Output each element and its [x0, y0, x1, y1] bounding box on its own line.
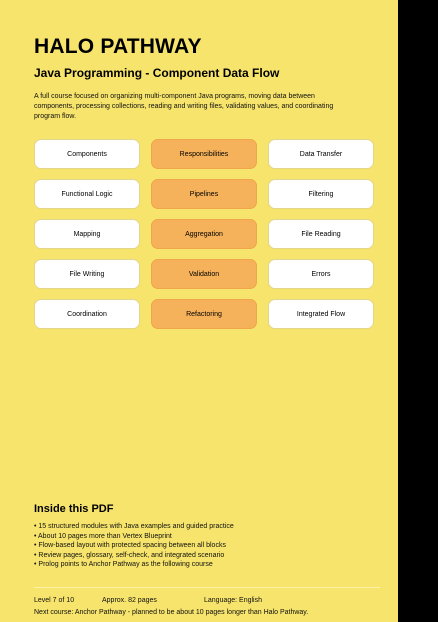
topic-tile: Responsibilities — [151, 139, 257, 169]
inside-pdf-list — [34, 522, 374, 570]
right-edge-bar — [398, 0, 438, 622]
page-title: HALO PATHWAY — [34, 35, 202, 58]
topic-tile: Refactoring — [151, 299, 257, 329]
language-text: Language: English — [204, 597, 262, 604]
next-course-text: Next course: Anchor Pathway - planned to be about 10 pages longer than Halo Pathway. — [34, 609, 309, 616]
level-text: Level 7 of 10 — [34, 597, 75, 604]
topic-tile: Pipelines — [151, 179, 257, 209]
list-item: • Review pages, glossary, self-check, and integrated scenario — [34, 551, 225, 559]
topic-tile: Validation — [151, 259, 257, 289]
intro-paragraph: A full course focused on organizing multi-component Java programs, moving data between components, processing collections, reading and writing files, validating values, and coordinating program flow. — [34, 93, 334, 120]
list-item: • About 10 pages more than Vertex Blueprint — [34, 532, 172, 540]
inside-pdf-heading: Inside this PDF — [34, 503, 114, 515]
topic-tile: Filtering — [268, 179, 374, 209]
list-item: • 15 structured modules with Java examples and guided practice — [34, 523, 234, 530]
topic-tile: Errors — [268, 259, 374, 289]
page-subtitle: Java Programming - Component Data Flow — [34, 66, 280, 80]
footer-divider — [34, 587, 380, 588]
topic-tile: Functional Logic — [34, 179, 140, 209]
topic-tile: Components — [34, 139, 140, 169]
topic-grid — [34, 139, 374, 329]
topic-tile: Integrated Flow — [268, 299, 374, 329]
list-item: • Flow-based layout with protected spacing between all blocks — [34, 542, 226, 550]
topic-tile: Coordination — [34, 299, 140, 329]
topic-tile: Data Transfer — [268, 139, 374, 169]
topic-tile: File Reading — [268, 219, 374, 249]
pages-text: Approx. 82 pages — [102, 597, 157, 604]
topic-tile: File Writing — [34, 259, 140, 289]
topic-tile: Mapping — [34, 219, 140, 249]
list-item: • Prolog points to Anchor Pathway as the following course — [34, 561, 213, 569]
topic-tile: Aggregation — [151, 219, 257, 249]
